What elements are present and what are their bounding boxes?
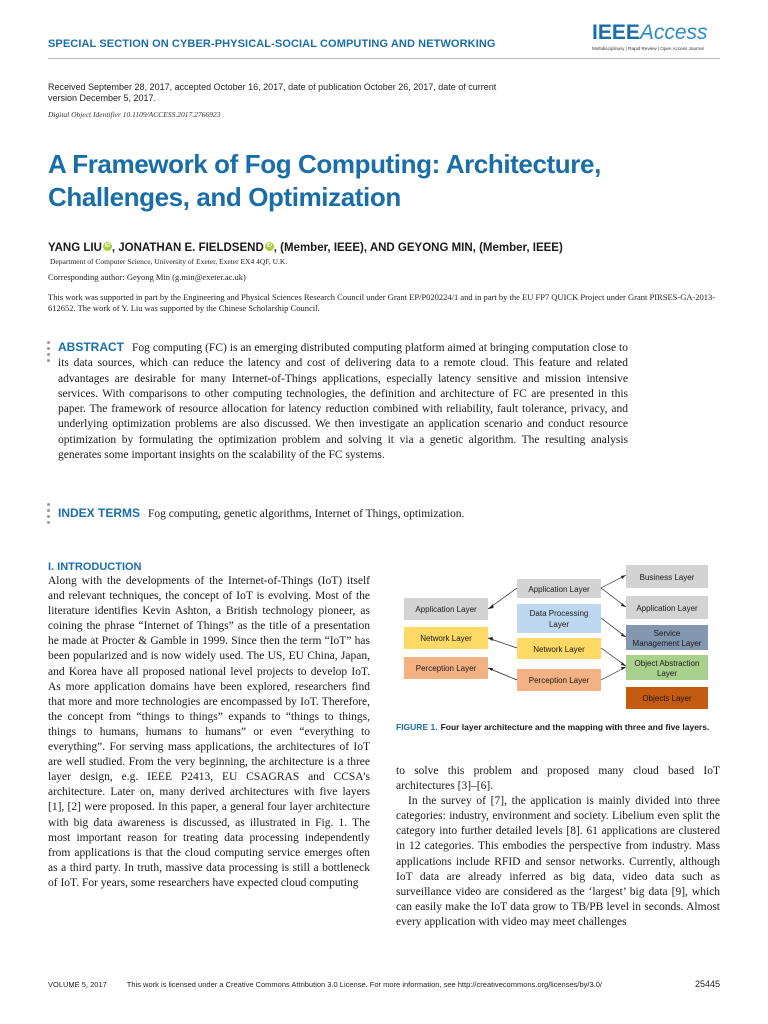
paragraph: In the survey of [7], the application is mainly divided into three categories: industry, environment and society. Libelium even split the category into further detailed levels [8]. 61 applications are clustered in 12 categories. This embodies the perspective from industry. Mass applications include RFID and sensor networks. Currently, although IoT data are already inferred as big data, video data such as surveillance video are considered as the ‘largest’ big data [9], which can easily make the IoT data grow to TB/PB level in seconds. Almost every application with video may meet challenges xyxy=(396,795,720,928)
index-terms-marker-icon xyxy=(47,503,51,524)
paragraph: to solve this problem and proposed many cloud based IoT architectures [3]–[6]. xyxy=(396,765,720,793)
middle-layer-2-label-line1: Data Processing xyxy=(529,609,589,618)
orcid-icon[interactable]: iD xyxy=(266,243,272,249)
abstract-marker-icon xyxy=(47,341,51,362)
doi: Digital Object Identifier 10.1109/ACCESS.2017.2766923 xyxy=(48,110,221,119)
abstract-label: ABSTRACT xyxy=(58,340,124,354)
right-layer-4-label-line1: Object Abstraction xyxy=(634,659,700,668)
left-layer-3-label: Perception Layer xyxy=(415,664,477,673)
right-layer-4-label-line2: Layer xyxy=(656,669,678,678)
page-number: 25445 xyxy=(694,979,720,989)
received-dates: Received September 28, 2017, accepted October 16, 2017, date of publication October 26, 2017, date of current version December 5, 2017. xyxy=(48,82,497,103)
header-rule xyxy=(48,58,720,59)
middle-layer-2-label-line2: Layer xyxy=(548,620,570,629)
logo-access-text: Access xyxy=(639,21,708,44)
middle-layer-4-label: Perception Layer xyxy=(528,676,590,685)
funding-note: This work was supported in part by the Engineering and Physical Sciences Research Council under Grant EP/P020224/1 and in part by the EU FP7 QUICK Project under Grant PIRSES-GA-2013-612652. The work of Y. Liu was supported by the Chinese Scholarship Council. xyxy=(48,292,716,313)
index-terms-text: Fog computing, genetic algorithms, Internet of Things, optimization. xyxy=(148,508,465,520)
corresponding-author: Corresponding author: Geyong Min (g.min@exeter.ac.uk) xyxy=(48,272,246,282)
figure-1-diagram xyxy=(396,560,720,716)
middle-layer-1-label: Application Layer xyxy=(528,585,590,594)
license-notice: This work is licensed under a Creative Commons Attribution 3.0 License. For more information, see http://creativecommons.org/licenses/by/3.0/ xyxy=(126,980,602,989)
middle-layer-3-label: Network Layer xyxy=(533,645,585,654)
intro-right-column xyxy=(396,764,720,930)
right-layer-2-label: Application Layer xyxy=(636,604,698,613)
left-layer-1-label: Application Layer xyxy=(415,605,477,614)
figure-caption-text: Four layer architecture and the mapping with three and five layers. xyxy=(440,722,710,732)
index-terms xyxy=(58,506,658,522)
author-name: YANG LIU xyxy=(48,242,102,254)
paper-title: A Framework of Fog Computing: Architecture, Challenges, and Optimization xyxy=(48,149,601,212)
volume-label: VOLUME 5, 2017 xyxy=(48,980,107,989)
author-name: , (Member, IEEE), AND GEYONG MIN, (Member, IEEE) xyxy=(273,242,563,254)
section-title: SPECIAL SECTION ON CYBER-PHYSICAL-SOCIAL COMPUTING AND NETWORKING xyxy=(48,38,496,50)
intro-left-column: Along with the developments of the Internet-of-Things (IoT) itself and relevant techniques, the concept of IoT is evolving. Most of the literature identifies Kevin Ashton, a British technology pioneer, as coining the phrase “Internet of Things” as the title of a presentation he made at Procter & Gamble in 1999. Since then the term “IoT” has been popularized and is now widely used. The US, EU China, Japan, and Korea have all proposed national level projects to develop IoT. As more application domains have been explored, researchers find that more and more technologies are encompassed by IoT. Therefore, the concept from “things to things” expands to “things to things, things to humans, humans to humans” or even “everything to everything”. For serving mass applications, the architectures of IoT are well studied. From the very beginning, the architecture is a three layer design, e.g. IEEE P2413, EU CSAGRAS and CCSA’s architecture. Later on, many derived architectures with five layers [1], [2] were proposed. In this paper, a general four layer architecture with big data awareness is discussed, as illustrated in Fig. 1. The most important reason for treating data processing independently from applications is that the cloud computing service emerges often as a third party. In truth, massive data processing is still a bottleneck of IoT. For years, some researchers have expected cloud computing xyxy=(48,575,370,889)
figure-caption-label: FIGURE 1. xyxy=(396,722,438,732)
abstract xyxy=(58,340,628,463)
index-terms-label: INDEX TERMS xyxy=(58,506,141,520)
logo-tagline: Multidisciplinary | Rapid Review | Open Access Journal xyxy=(592,46,704,51)
author-list xyxy=(48,242,728,254)
right-layer-3-label-line2: Management Layer xyxy=(632,639,702,648)
figure-1-caption xyxy=(396,722,720,733)
abstract-text: Fog computing (FC) is an emerging distributed computing platform aimed at bringing computation close to its data sources, which can reduce the latency and cost of delivering data to a remote cloud. This feature and related advantages are desirable for many Internet-of-Things applications, especially latency sensitive and mission intensive services. With comparisons to other computing technologies, the definition and architecture of FC are presented in this paper. The framework of resource allocation for latency reduction combined with reliability, fault tolerance, privacy, and underlying optimization problems are also discussed. We then investigate an application scenario and conduct resource optimization by formulating the optimization problem and solving it via a genetic algorithm. The resulting analysis generates some important insights on the scalability of the FC systems. xyxy=(58,342,628,462)
right-layer-5-label: Objects Layer xyxy=(642,694,692,703)
section-heading-introduction: I. INTRODUCTION xyxy=(48,561,142,573)
orcid-icon[interactable]: iD xyxy=(104,243,111,249)
affiliation: Department of Computer Science, University of Exeter, Exeter EX4 4QF, U.K. xyxy=(50,257,288,266)
logo-ieee-text: IEEE xyxy=(592,21,640,44)
ieee-access-logo xyxy=(592,22,720,58)
right-layer-1-label: Business Layer xyxy=(639,573,695,582)
page-footer xyxy=(48,980,720,989)
author-name: , JONATHAN E. FIELDSEND xyxy=(111,242,264,254)
left-layer-2-label: Network Layer xyxy=(420,634,472,643)
right-layer-3-label-line1: Service xyxy=(653,629,681,638)
